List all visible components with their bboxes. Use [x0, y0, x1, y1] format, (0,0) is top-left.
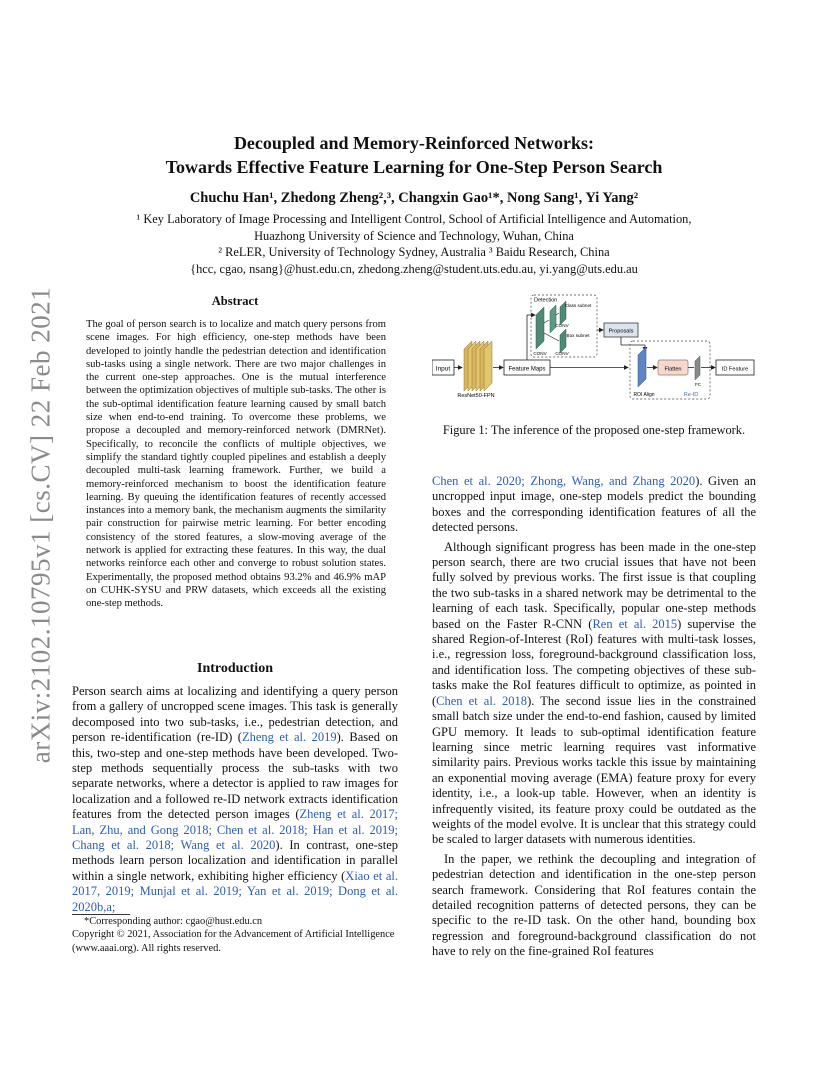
affiliation-line: ¹ Key Laboratory of Image Processing and Intelligent Control, School of Artificial Intelligence and Automation,: [136, 212, 692, 226]
conv-label: CONV: [533, 351, 547, 356]
box-subnet-block: [560, 329, 566, 353]
author-list: Chuchu Han¹, Zhedong Zheng²,³, Changxin Gao¹*, Nong Sang¹, Yi Yang²: [189, 190, 639, 206]
box-subnet-label: Box subnet: [566, 333, 590, 338]
introduction-heading: Introduction: [197, 661, 273, 676]
body-text: ) supervise the shared Region-of-Interest (RoI) features with multi-task losses, i.e., regression loss, foreground-background classification loss, and identification loss. The competing objectives of these sub-tasks make the RoI features difficult to optimize, as pointed in (: [432, 616, 756, 708]
title-line-1: Decoupled and Memory-Reinforced Networks:: [233, 133, 595, 153]
copyright-note: Copyright © 2021, Association for the Advancement of Artificial Intelligence (www.aaai.org). All rights reserved.: [72, 929, 395, 954]
architecture-diagram: [432, 293, 756, 405]
corresponding-author-note: *Corresponding author: cgao@hust.edu.cn: [84, 916, 263, 927]
figure-caption: Figure 1: The inference of the proposed one-step framework.: [442, 423, 746, 437]
intro-text: ). Based on this, two-step and one-step methods have been developed. Two-step methods sequentially process the sub-tasks with two separate networks, where a detector is applied to raw images for localization and a followed re-ID network extracts identification features from the detected person images (: [72, 730, 398, 822]
detection-conv-block: [536, 307, 544, 349]
affiliation-line: ² ReLER, University of Technology Sydney, Australia ³ Baidu Research, China: [218, 245, 610, 259]
abstract-text: The goal of person search is to localize and match query persons from scene images. For high efficiency, one-step methods have been developed to jointly handle the pedestrian detection and identification sub-tasks using a single network. There are two major challenges in the current one-step approaches. One is the mutual interference between the optimization objectives of multiple sub-tasks. The other is the sub-optimal identification feature learning caused by small batch size when end-to-end training. To overcome these problems, we propose a decoupled and memory-reinforced network (DMRNet). Specifically, to reconcile the conflicts of multiple objectives, we simplify the standard tightly coupled pipelines and establish a deeply decoupled multi-task learning framework. Further, we build a memory-reinforced mechanism to boost the identification feature learning. By queuing the identification features of recently accessed instances into a memory bank, the mechanism augments the similarity pair construction for pairwise metric learning. For better encoding consistency of the stored features, a slow-moving average of the network is applied for extracting these features. In this way, the dual networks reinforce each other and converge to robust solution states. Experimentally, the proposed method obtains 93.2% and 46.9% mAP on CUHK-SYSU and PRW datasets, which exceeds all the existing one-step methods.: [86, 319, 386, 610]
right-column-body: [432, 474, 756, 960]
citation-link[interactable]: Chen et al. 2018: [436, 693, 528, 708]
arxiv-stamp: [22, 286, 60, 764]
body-text: Although significant progress has been made in the one-step person search, there are two crucial issues that have not been fully solved by previous works. The first issue is that coupling the two sub-tasks in a shared network may be detrimental to the learning of each task. Specifically, popular one-step methods based on the Faster R-CNN (: [432, 539, 756, 631]
citation-link[interactable]: Zheng et al. 2017; Lan, Zhu, and Gong 2018; Chen et al. 2018; Han et al. 2019; Chang et al. 2018; Wang et al. 2020: [72, 807, 398, 853]
intro-text: Person search aims at localizing and identifying a query person from a gallery of uncropped scene images. This task is generally decomposed into two sub-tasks, i.e., pedestrian detection, and person re-identification (re-ID) (: [72, 684, 398, 745]
abstract-heading: Abstract: [211, 294, 259, 308]
body-paragraph-2: [432, 540, 756, 848]
citation-link[interactable]: Ren et al. 2015: [592, 616, 678, 631]
intro-text: ). In contrast, one-step methods learn person localization and identification in parallel within a single network, exhibiting higher efficiency (: [72, 838, 399, 883]
footnotes: [72, 915, 402, 955]
citation-link[interactable]: Xiao et al. 2017, 2019; Munjal et al. 2019; Yan et al. 2019; Dong et al. 2020b,a;: [72, 868, 398, 914]
continued-paragraph: [432, 474, 756, 536]
class-conv-block: [550, 305, 556, 333]
feature-maps-label: Feature Maps: [508, 366, 546, 373]
body-text: ). Given an uncropped input image, one-step models predict the bounding boxes and the corresponding identification features of all the detected persons.: [432, 474, 756, 535]
reid-label: Re-ID: [683, 392, 699, 398]
backbone-label: ResNet50-FPN: [457, 393, 495, 399]
introduction-body: [72, 684, 398, 915]
arxiv-stamp-text: arXiv:2102.10795v1 [cs.CV] 22 Feb 2021: [25, 286, 56, 764]
intro-paragraph-1: [72, 684, 398, 915]
roi-align-block: [638, 347, 646, 387]
detection-label: Detection: [534, 297, 558, 304]
body-text: ). The second issue lies in the constrained small batch size under the end-to-end fashion, caused by limited GPU memory. It leads to sub-optimal identification feature learning since metric learning requires vast informative similarity pairs. Previous works tackle this issue by maintaining an exponential moving average (EMA) feature proxy for every identity, i.e., a look-up table. However, when an identity is infrequently visited, its feature proxy could be outdated as the weights of the model evolve. It is unclear that this strategy could be scaled to larger datasets with numerous identities.: [432, 693, 756, 847]
affiliations: [0, 211, 828, 277]
body-paragraph-3: In the paper, we rethink the decoupling and integration of pedestrian detection and identification in the one-step person search framework. Considering that RoI features contain the detailed recognition patterns of detected persons, they can be specific to the re-ID task. On the other hand, bounding box regression and foreground-background classification do not have to rely on the fine-grained RoI features: [432, 851, 756, 959]
citation-link[interactable]: Chen et al. 2020; Zhong, Wang, and Zhang 2020: [432, 474, 696, 488]
backbone-block: [464, 341, 492, 391]
input-label: Input: [435, 365, 451, 373]
fc-block: [695, 356, 700, 380]
conv-label: CONV: [555, 323, 569, 328]
paper-title: [0, 131, 828, 179]
class-subnet-label: Class subnet: [564, 303, 592, 308]
proposals-label: Proposals: [608, 328, 634, 335]
flatten-label: Flatten: [664, 366, 682, 373]
author-emails: {hcc, cgao, nsang}@hust.edu.cn, zhedong.zheng@student.uts.edu.au, yi.yang@uts.edu.au: [190, 261, 638, 276]
citation-link[interactable]: Zheng et al. 2019: [241, 730, 337, 745]
roi-align-label: ROI Align: [633, 392, 655, 398]
id-feature-label: ID Feature: [721, 366, 749, 373]
conv-label: CONV: [555, 351, 569, 356]
fc-label: FC: [694, 382, 702, 387]
affiliation-line: Huazhong University of Science and Technology, Wuhan, China: [254, 228, 574, 243]
title-line-2: Towards Effective Feature Learning for One-Step Person Search: [165, 157, 663, 177]
figure-1: [432, 293, 756, 405]
